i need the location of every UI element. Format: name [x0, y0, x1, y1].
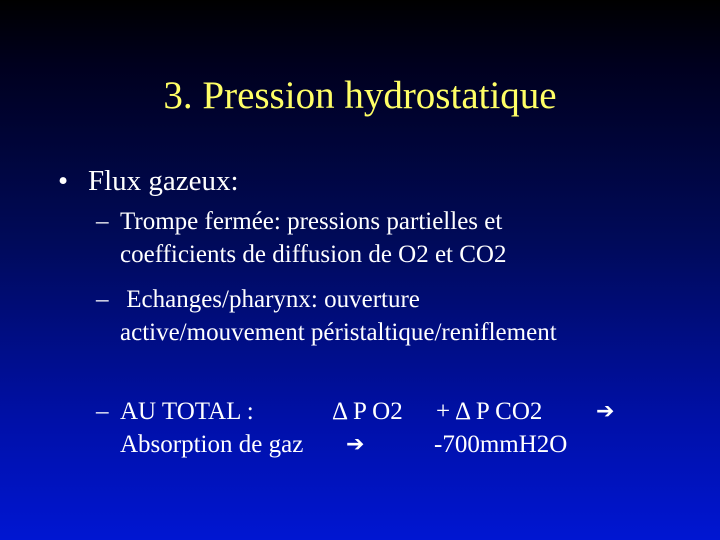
- heavy-right-arrow-icon: ➔: [346, 432, 365, 457]
- delta-p-co2: + Δ P CO2: [436, 398, 543, 425]
- sub-bullet-text-line2: active/mouvement péristaltique/reniflement: [120, 319, 557, 346]
- dash-marker: –: [96, 398, 109, 425]
- bullet-flux-gazeux: [58, 163, 239, 199]
- sub-bullet-trompe: [96, 205, 507, 271]
- total-label: AU TOTAL :: [120, 398, 254, 425]
- slide-title: 3. Pression hydrostatique: [163, 74, 557, 117]
- sub-bullet-text-line1: Echanges/pharynx: ouverture: [120, 286, 420, 313]
- sub-bullet-text-line1: Trompe fermée: pressions partielles et: [120, 208, 503, 235]
- bullet-text: Flux gazeux:: [88, 165, 239, 197]
- bullet-dot: •: [58, 165, 69, 197]
- dash-marker: –: [96, 208, 109, 235]
- pressure-value: -700mmH2O: [434, 431, 568, 458]
- sub-bullet-echanges: [96, 283, 557, 349]
- heavy-right-arrow-icon: ➔: [596, 399, 615, 424]
- sub-bullet-text-line2: coefficients de diffusion de O2 et CO2: [120, 241, 507, 268]
- delta-p-o2: Δ P O2: [332, 398, 403, 425]
- absorption-text: Absorption de gaz: [120, 431, 304, 458]
- dash-marker: –: [96, 286, 109, 313]
